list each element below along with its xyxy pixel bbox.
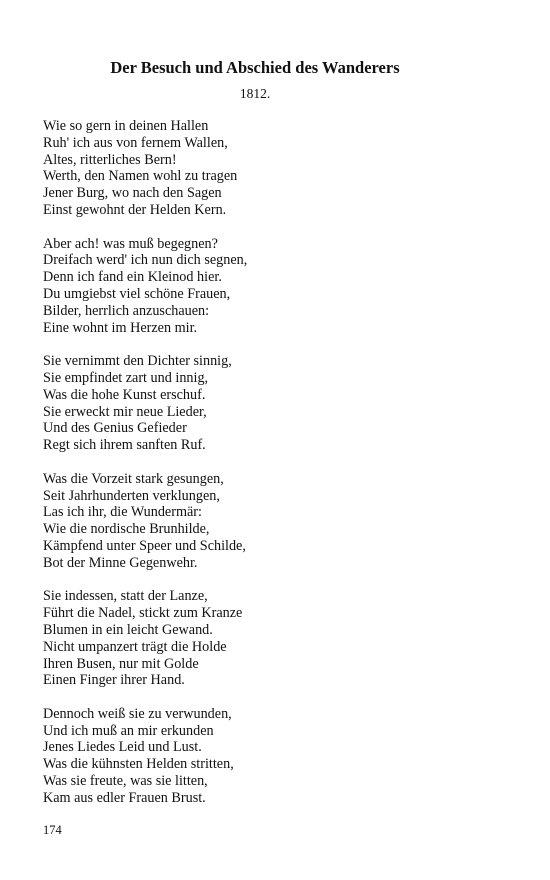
poem-title: Der Besuch und Abschied des Wanderers bbox=[110, 58, 400, 77]
verse-line: Werth, den Namen wohl zu tragen bbox=[43, 168, 238, 185]
verse-line: Aber ach! was muß begegnen? bbox=[43, 235, 218, 252]
verse-line: Einst gewohnt der Helden Kern. bbox=[43, 201, 227, 218]
stanza-6 bbox=[43, 706, 503, 807]
verse-line: Sie empfindet zart und innig, bbox=[43, 369, 209, 386]
stanza-1 bbox=[43, 118, 503, 219]
stanza-4 bbox=[43, 471, 503, 572]
verse-line: Blumen in ein leicht Gewand. bbox=[43, 621, 213, 638]
verse-line: Und des Genius Gefieder bbox=[43, 420, 187, 437]
verse-line: Eine wohnt im Herzen mir. bbox=[43, 319, 198, 336]
verse-line: Regt sich ihrem sanften Ruf. bbox=[43, 437, 206, 454]
verse-line: Und ich muß an mir erkunden bbox=[43, 722, 214, 739]
verse-line: Las ich ihr, die Wundermär: bbox=[43, 504, 202, 521]
verse-line: Ihren Busen, nur mit Golde bbox=[43, 655, 199, 672]
verse-line: Was die hohe Kunst erschuf. bbox=[43, 386, 206, 403]
poem-body bbox=[43, 118, 503, 823]
verse-line: Ruh' ich aus von fernem Wallen, bbox=[43, 134, 228, 151]
stanza-3 bbox=[43, 353, 503, 454]
verse-line: Bilder, herrlich anzuschauen: bbox=[43, 302, 210, 319]
verse-line: Jener Burg, wo nach den Sagen bbox=[43, 185, 222, 202]
verse-line: Seit Jahrhunderten verklungen, bbox=[43, 487, 220, 504]
verse-line: Nicht umpanzert trägt die Holde bbox=[43, 638, 227, 655]
verse-line: Sie indessen, statt der Lanze, bbox=[43, 588, 208, 605]
stanza-2 bbox=[43, 236, 503, 337]
verse-line: Was sie freute, was sie litten, bbox=[43, 773, 208, 790]
verse-line: Kämpfend unter Speer und Schilde, bbox=[43, 537, 246, 554]
verse-line: Kam aus edler Frauen Brust. bbox=[43, 789, 206, 806]
verse-line: Sie vernimmt den Dichter sinnig, bbox=[43, 353, 232, 370]
verse-line: Dreifach werd' ich nun dich segnen, bbox=[43, 252, 248, 269]
page-number: 174 bbox=[43, 823, 62, 837]
verse-line: Wie die nordische Brunhilde, bbox=[43, 521, 210, 538]
verse-line: Jenes Liedes Leid und Lust. bbox=[43, 739, 202, 756]
poem-year: 1812. bbox=[239, 86, 271, 101]
verse-line: Einen Finger ihrer Hand. bbox=[43, 672, 185, 689]
verse-line: Sie erweckt mir neue Lieder, bbox=[43, 403, 207, 420]
verse-line: Denn ich fand ein Kleinod hier. bbox=[43, 269, 222, 286]
verse-line: Was die Vorzeit stark gesungen, bbox=[43, 470, 224, 487]
verse-line: Du umgiebst viel schöne Frauen, bbox=[43, 285, 231, 302]
stanza-5 bbox=[43, 588, 503, 689]
verse-line: Wie so gern in deinen Hallen bbox=[43, 118, 209, 134]
verse-line: Dennoch weiß sie zu verwunden, bbox=[43, 705, 232, 722]
verse-line: Was die kühnsten Helden stritten, bbox=[43, 756, 234, 773]
verse-line: Bot der Minne Gegenwehr. bbox=[43, 554, 198, 571]
verse-line: Altes, ritterliches Bern! bbox=[43, 151, 177, 168]
verse-line: Führt die Nadel, stickt zum Kranze bbox=[43, 605, 243, 622]
